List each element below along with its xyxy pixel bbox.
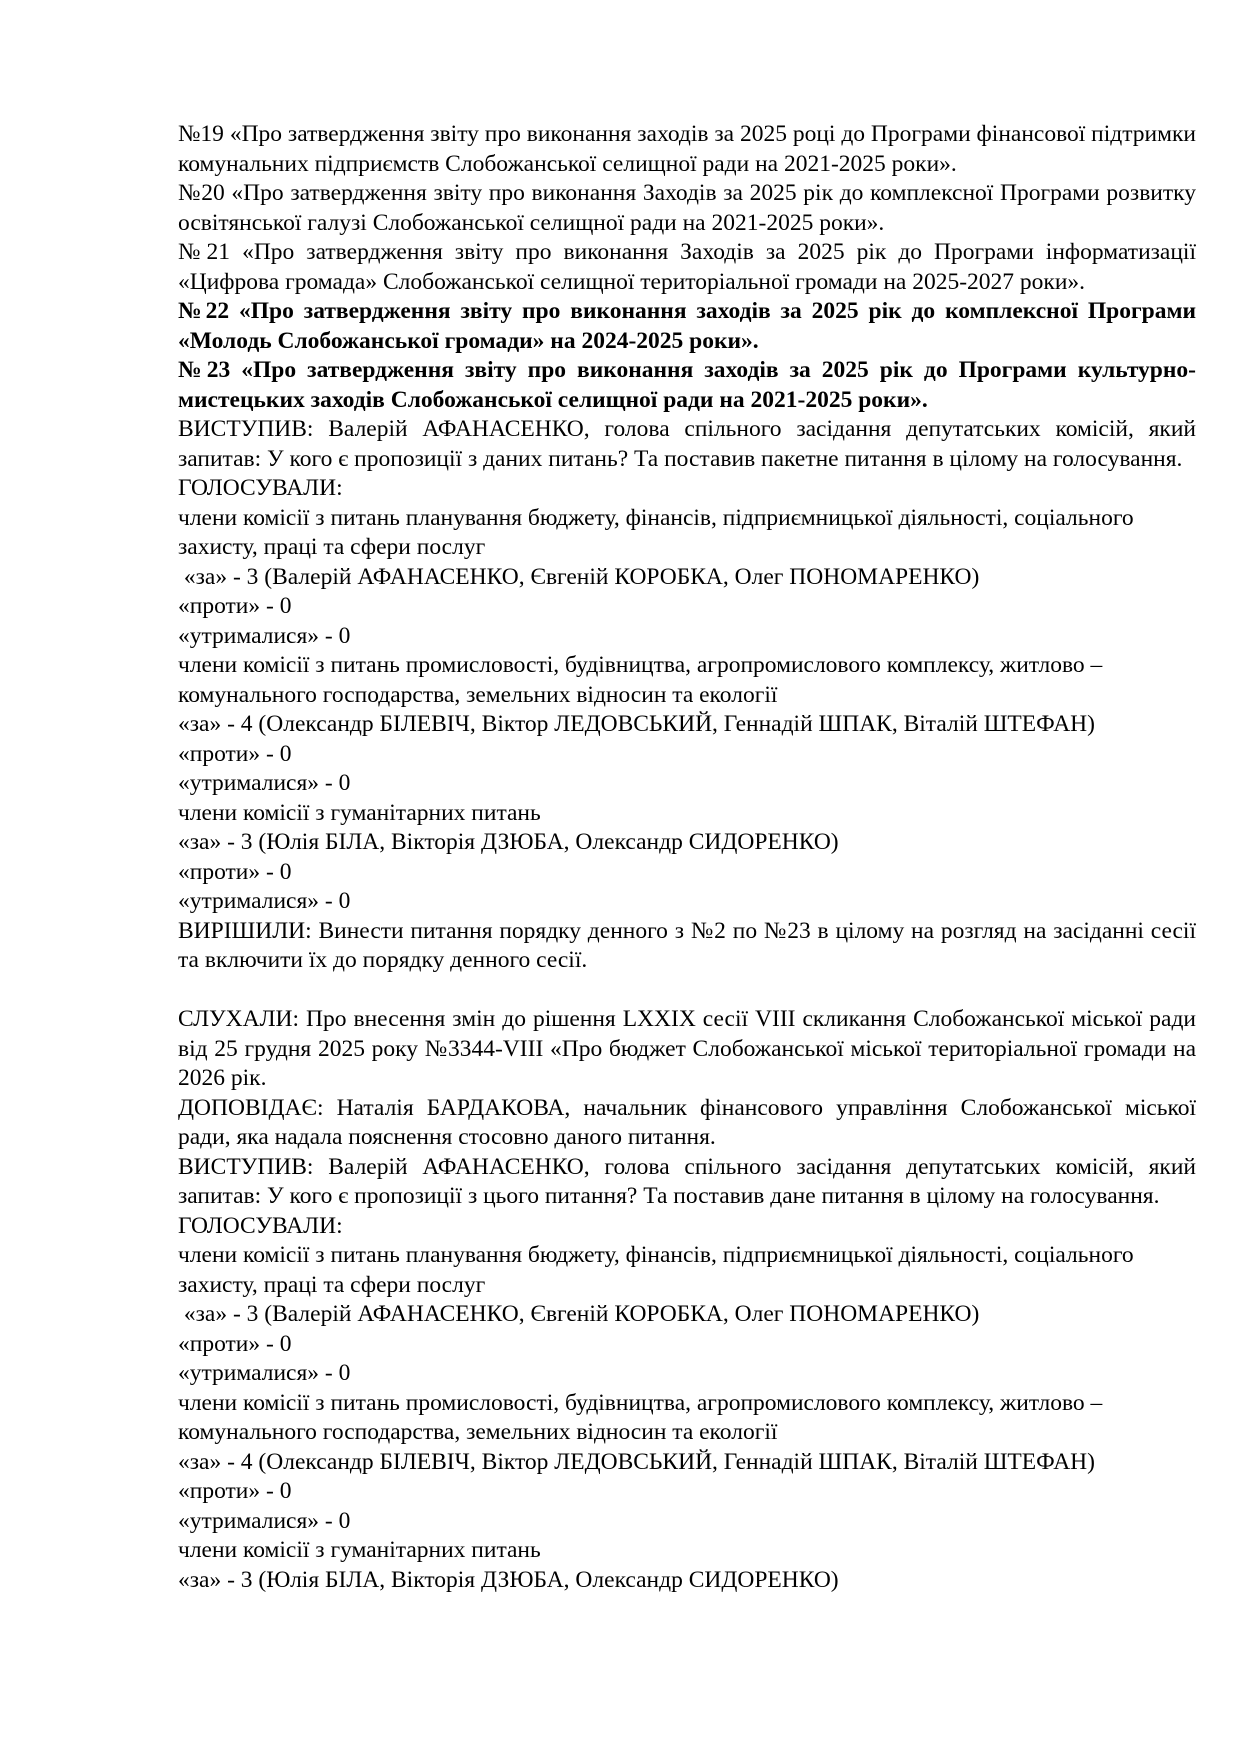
committee-name: члени комісії з питань промисловості, будівництва, агропромислового комплексу, житлово – комунального господарства, земельних відносин та екології: [178, 1389, 1103, 1445]
committee-name: члени комісії з гуманітарних питань: [178, 1537, 541, 1563]
vote-for: «за» - 3 (Юлія БІЛА, Вікторія ДЗЮБА, Олександр СИДОРЕНКО): [178, 1566, 839, 1593]
speech-paragraph: ВИСТУПИВ: Валерій АФАНАСЕНКО, голова спільного засідання депутатських комісій, який запитав: У кого є пропозиції з цього питання? Та поставив дане питання в цілому на голосування.: [178, 1153, 1196, 1209]
vote-against: «проти» - 0: [178, 858, 292, 885]
voting-title: ГОЛОСУВАЛИ:: [178, 1212, 343, 1239]
vote-for: «за» - 3 (Валерій АФАНАСЕНКО, Євгеній КОРОБКА, Олег ПОНОМАРЕНКО): [178, 563, 980, 590]
vote-for: «за» - 3 (Валерій АФАНАСЕНКО, Євгеній КОРОБКА, Олег ПОНОМАРЕНКО): [178, 1301, 980, 1327]
decision-paragraph: ВИРІШИЛИ: Винести питання порядку денного з №2 по №23 в цілому на розгляд на засіданні сесії та включити їх до порядку денного сесії.: [178, 917, 1196, 973]
vote-for: «за» - 3 (Юлія БІЛА, Вікторія ДЗЮБА, Олександр СИДОРЕНКО): [178, 829, 839, 855]
vote-against: «проти» - 0: [178, 1478, 292, 1504]
vote-for: «за» - 4 (Олександр БІЛЕВІЧ, Віктор ЛЕДОВСЬКИЙ, Геннадій ШПАК, Віталій ШТЕФАН): [178, 711, 1095, 737]
document-page: [178, 120, 1196, 1595]
vote-abstained: «утрималися» - 0: [178, 1360, 351, 1386]
vote-abstained: «утрималися» - 0: [178, 888, 351, 914]
voting-title: ГОЛОСУВАЛИ:: [178, 475, 343, 501]
vote-against: «проти» - 0: [178, 593, 292, 619]
agenda-item-22: №22 «Про затвердження звіту про виконання заходів за 2025 рік до комплексної Програми «Молодь Слобожанської громади» на 2024-2025 роки».: [178, 298, 1196, 354]
agenda-item-20: №20 «Про затвердження звіту про виконання Заходів за 2025 рік до комплексної Програми розвитку освітянської галузі Слобожанської селищної ради на 2021-2025 роки».: [178, 180, 1196, 236]
heard-paragraph: СЛУХАЛИ: Про внесення змін до рішення LXXIX сесії VIII скликання Слобожанської міської ради від 25 грудня 2025 року №3344-VIII «Про бюджет Слобожанської міської територіальної громади на 2026 рік.: [178, 1006, 1196, 1091]
agenda-item-23: №23 «Про затвердження звіту про виконання заходів за 2025 рік до Програми культурно-мистецьких заходів Слобожанської селищної ради на 2021-2025 роки».: [178, 357, 1196, 413]
agenda-item-21: №21 «Про затвердження звіту про виконання Заходів за 2025 рік до Програми інформатизації «Цифрова громада» Слобожанської селищної територіальної громади на 2025-2027 роки».: [178, 239, 1196, 295]
paragraph-gap: [178, 976, 1196, 1006]
vote-abstained: «утрималися» - 0: [178, 1507, 351, 1534]
vote-against: «проти» - 0: [178, 740, 292, 767]
speech-paragraph: ВИСТУПИВ: Валерій АФАНАСЕНКО, голова спільного засідання депутатських комісій, який запитав: У кого є пропозиції з даних питань? Та поставив пакетне питання в цілому на голосування.: [178, 416, 1196, 472]
vote-against: «проти» - 0: [178, 1330, 292, 1357]
committee-name: члени комісії з питань планування бюджету, фінансів, підприємницької діяльності, соціального захисту, праці та сфери послуг: [178, 1242, 1134, 1298]
committee-name: члени комісії з питань промисловості, будівництва, агропромислового комплексу, житлово – комунального господарства, земельних відносин та екології: [178, 652, 1103, 708]
committee-name: члени комісії з гуманітарних питань: [178, 799, 541, 826]
agenda-item-19: №19 «Про затвердження звіту про виконання заходів за 2025 році до Програми фінансової підтримки комунальних підприємств Слобожанської селищної ради на 2021-2025 роки».: [178, 121, 1196, 177]
vote-abstained: «утрималися» - 0: [178, 622, 351, 649]
report-paragraph: ДОПОВІДАЄ: Наталія БАРДАКОВА, начальник фінансового управління Слобожанської міської ради, яка надала пояснення стосовно даного питання.: [178, 1094, 1196, 1150]
vote-for: «за» - 4 (Олександр БІЛЕВІЧ, Віктор ЛЕДОВСЬКИЙ, Геннадій ШПАК, Віталій ШТЕФАН): [178, 1448, 1095, 1475]
committee-name: члени комісії з питань планування бюджету, фінансів, підприємницької діяльності, соціального захисту, праці та сфери послуг: [178, 504, 1134, 560]
vote-abstained: «утрималися» - 0: [178, 770, 351, 796]
